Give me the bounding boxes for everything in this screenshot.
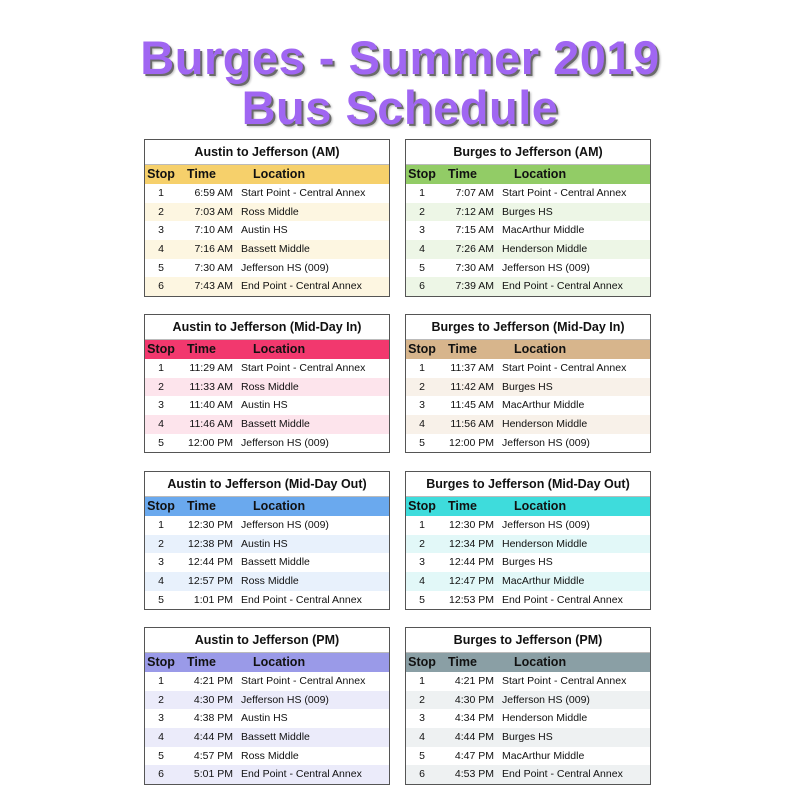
column-header-time: Time [448,655,477,669]
stop-time: 12:44 PM [188,556,233,569]
table-row [406,747,650,766]
column-header-time: Time [187,342,216,356]
stop-time: 11:56 AM [450,418,494,431]
stop-number: 2 [419,537,425,550]
stop-number: 1 [158,187,164,199]
schedule-table [144,314,390,453]
stop-time: 12:00 PM [188,436,233,449]
stop-time: 11:33 AM [189,380,233,393]
stop-time: 4:53 PM [454,768,494,781]
stop-number: 2 [419,693,425,706]
stop-number: 4 [158,731,164,744]
stop-location: Start Point - Central Annex [502,187,627,199]
schedule-title: Austin to Jefferson (Mid-Day Out) [145,472,389,497]
stop-number: 5 [419,436,425,449]
stop-location: Bassett Middle [241,731,310,744]
stop-number: 5 [419,593,425,606]
stop-number: 3 [419,712,425,725]
table-row [145,728,389,747]
stop-number: 1 [419,362,425,374]
table-row [406,277,650,296]
schedule-table [405,471,651,610]
stop-time: 4:30 PM [454,693,494,706]
stop-number: 1 [419,519,425,531]
stop-location: Bassett Middle [241,418,310,431]
schedule-title: Austin to Jefferson (AM) [145,140,389,165]
table-row [145,765,389,784]
stop-location: Bassett Middle [241,243,310,256]
stop-location: Henderson Middle [502,243,588,256]
stop-location: Jefferson HS (009) [241,261,329,274]
schedule-table [144,627,390,785]
table-row [406,591,650,610]
stop-time: 11:29 AM [189,362,233,374]
schedule-title: Austin to Jefferson (PM) [145,628,389,653]
stop-time: 7:30 AM [455,261,494,274]
stop-location: Burges HS [502,205,553,218]
column-header-stop: Stop [408,342,436,356]
schedule-header-row [406,497,650,516]
column-header-time: Time [448,342,477,356]
stop-time: 4:21 PM [193,675,233,687]
page-title-line-1: Burges - Summer 2019 [140,31,660,84]
stop-time: 7:07 AM [455,187,494,199]
stop-location: MacArthur Middle [502,575,585,588]
schedule-table [405,314,651,453]
schedule-title: Burges to Jefferson (PM) [406,628,650,653]
stop-time: 11:40 AM [189,399,233,412]
stop-number: 4 [419,731,425,744]
column-header-location: Location [253,655,306,669]
stop-number: 3 [158,224,164,237]
column-header-stop: Stop [147,342,175,356]
table-row [145,396,389,415]
stop-time: 12:34 PM [449,537,494,550]
stop-time: 4:44 PM [454,731,494,744]
stop-location: Start Point - Central Annex [241,675,366,687]
schedule-header-row [406,165,650,184]
stop-time: 12:30 PM [449,519,494,531]
stop-number: 4 [419,418,425,431]
table-row [145,359,389,378]
schedule-title: Burges to Jefferson (Mid-Day In) [406,315,650,340]
stop-location: Start Point - Central Annex [502,675,627,687]
stop-number: 2 [419,380,425,393]
stop-number: 4 [158,243,164,256]
schedule-table [144,471,390,610]
schedule-header-row [145,165,389,184]
stop-number: 2 [158,537,164,550]
stop-time: 4:57 PM [193,749,233,762]
stop-time: 12:44 PM [449,556,494,569]
table-row [145,415,389,434]
stop-location: Burges HS [502,556,553,569]
schedule-table [405,139,651,297]
table-row [145,691,389,710]
stop-time: 12:00 PM [449,436,494,449]
stop-number: 4 [419,575,425,588]
stop-time: 11:46 AM [189,418,233,431]
stop-location: Jefferson HS (009) [502,436,590,449]
table-row [406,535,650,554]
table-row [406,203,650,222]
table-row [406,516,650,535]
stop-time: 7:03 AM [194,205,233,218]
schedule-header-row [145,497,389,516]
stop-time: 4:47 PM [454,749,494,762]
table-row [406,709,650,728]
stop-location: Ross Middle [241,575,299,588]
column-header-location: Location [253,499,306,513]
column-header-time: Time [187,167,216,181]
stop-location: Jefferson HS (009) [502,693,590,706]
table-row [406,378,650,397]
table-row [406,672,650,691]
stop-location: Start Point - Central Annex [241,362,366,374]
stop-location: End Point - Central Annex [502,768,623,781]
stop-number: 5 [158,749,164,762]
stop-location: Henderson Middle [502,537,588,550]
stop-location: Jefferson HS (009) [502,261,590,274]
stop-number: 5 [419,261,425,274]
stop-time: 7:30 AM [194,261,233,274]
stop-location: Austin HS [241,537,288,550]
table-row [406,691,650,710]
stop-location: Ross Middle [241,380,299,393]
column-header-location: Location [514,499,567,513]
stop-location: Bassett Middle [241,556,310,569]
stop-time: 6:59 AM [194,187,233,199]
stop-time: 7:26 AM [455,243,494,256]
table-row [406,259,650,278]
stop-time: 4:38 PM [193,712,233,725]
stop-time: 4:44 PM [193,731,233,744]
table-row [145,747,389,766]
table-row [406,728,650,747]
stop-number: 3 [419,224,425,237]
table-row [406,184,650,203]
column-header-stop: Stop [147,499,175,513]
stop-location: Jefferson HS (009) [241,436,329,449]
stop-number: 5 [419,749,425,762]
column-header-stop: Stop [147,167,175,181]
column-header-stop: Stop [408,655,436,669]
schedule-title: Burges to Jefferson (Mid-Day Out) [406,472,650,497]
stop-time: 4:30 PM [193,693,233,706]
stop-time: 7:15 AM [455,224,494,237]
schedule-table [144,139,390,297]
stop-time: 4:34 PM [454,712,494,725]
stop-number: 5 [158,436,164,449]
stop-time: 12:53 PM [449,593,494,606]
stop-number: 1 [419,187,425,199]
stop-number: 6 [158,768,164,781]
stop-number: 2 [158,380,164,393]
stop-number: 4 [419,243,425,256]
stop-number: 2 [158,693,164,706]
stop-location: End Point - Central Annex [241,280,362,293]
table-row [406,240,650,259]
schedule-table [405,627,651,785]
table-row [406,572,650,591]
stop-time: 12:38 PM [188,537,233,550]
schedule-header-row [406,653,650,672]
stop-location: End Point - Central Annex [241,593,362,606]
column-header-time: Time [187,655,216,669]
stop-number: 2 [419,205,425,218]
stop-number: 1 [158,675,164,687]
table-row [145,434,389,453]
stop-location: Ross Middle [241,205,299,218]
stop-number: 5 [158,593,164,606]
column-header-stop: Stop [147,655,175,669]
table-row [145,572,389,591]
page-title-line-2: Bus Schedule [241,81,559,134]
stop-time: 7:16 AM [194,243,233,256]
table-row [406,553,650,572]
column-header-stop: Stop [408,499,436,513]
schedule-title: Burges to Jefferson (AM) [406,140,650,165]
stop-time: 12:47 PM [449,575,494,588]
stop-location: Austin HS [241,399,288,412]
column-header-time: Time [448,167,477,181]
table-row [406,359,650,378]
table-row [145,277,389,296]
column-header-location: Location [514,342,567,356]
stop-location: Burges HS [502,380,553,393]
column-header-time: Time [187,499,216,513]
table-row [145,221,389,240]
column-header-location: Location [253,167,306,181]
column-header-time: Time [448,499,477,513]
stop-number: 2 [158,205,164,218]
stop-location: End Point - Central Annex [241,768,362,781]
schedule-title: Austin to Jefferson (Mid-Day In) [145,315,389,340]
column-header-location: Location [253,342,306,356]
stop-number: 1 [158,362,164,374]
schedule-header-row [145,653,389,672]
stop-location: Austin HS [241,712,288,725]
column-header-location: Location [514,167,567,181]
stop-number: 3 [419,556,425,569]
stop-time: 7:43 AM [194,280,233,293]
table-row [406,415,650,434]
stop-number: 6 [419,280,425,293]
stop-number: 5 [158,261,164,274]
table-row [406,765,650,784]
stop-location: End Point - Central Annex [502,593,623,606]
table-row [145,240,389,259]
table-row [406,221,650,240]
stop-time: 7:12 AM [455,205,494,218]
table-row [145,591,389,610]
table-row [145,672,389,691]
stop-location: Henderson Middle [502,418,588,431]
stop-time: 12:57 PM [188,575,233,588]
table-row [145,184,389,203]
table-row [145,535,389,554]
stop-number: 3 [419,399,425,412]
stop-time: 11:42 AM [450,380,494,393]
stop-time: 4:21 PM [454,675,494,687]
table-row [145,378,389,397]
stop-number: 3 [158,712,164,725]
stop-number: 1 [158,519,164,531]
stop-number: 4 [158,418,164,431]
stop-time: 7:39 AM [455,280,494,293]
stop-number: 6 [419,768,425,781]
stop-time: 12:30 PM [188,519,233,531]
stop-time: 5:01 PM [193,768,233,781]
stop-location: Austin HS [241,224,288,237]
stop-time: 11:45 AM [450,399,494,412]
table-row [145,709,389,728]
table-row [145,259,389,278]
table-row [406,396,650,415]
schedule-header-row [406,340,650,359]
stop-location: Start Point - Central Annex [502,362,627,374]
schedule-header-row [145,340,389,359]
column-header-stop: Stop [408,167,436,181]
stop-location: MacArthur Middle [502,749,585,762]
stop-location: Start Point - Central Annex [241,187,366,199]
column-header-location: Location [514,655,567,669]
stop-location: Henderson Middle [502,712,588,725]
stop-number: 3 [158,399,164,412]
stop-time: 1:01 PM [193,593,233,606]
stop-location: MacArthur Middle [502,224,585,237]
table-row [406,434,650,453]
stop-number: 4 [158,575,164,588]
table-row [145,553,389,572]
stop-number: 6 [158,280,164,293]
stop-location: Burges HS [502,731,553,744]
stop-location: Jefferson HS (009) [502,519,590,531]
stop-location: Ross Middle [241,749,299,762]
stop-time: 11:37 AM [450,362,494,374]
stop-location: MacArthur Middle [502,399,585,412]
stop-number: 3 [158,556,164,569]
stop-time: 7:10 AM [194,224,233,237]
stop-location: Jefferson HS (009) [241,693,329,706]
table-row [145,516,389,535]
table-row [145,203,389,222]
stop-number: 1 [419,675,425,687]
stop-location: Jefferson HS (009) [241,519,329,531]
stop-location: End Point - Central Annex [502,280,623,293]
